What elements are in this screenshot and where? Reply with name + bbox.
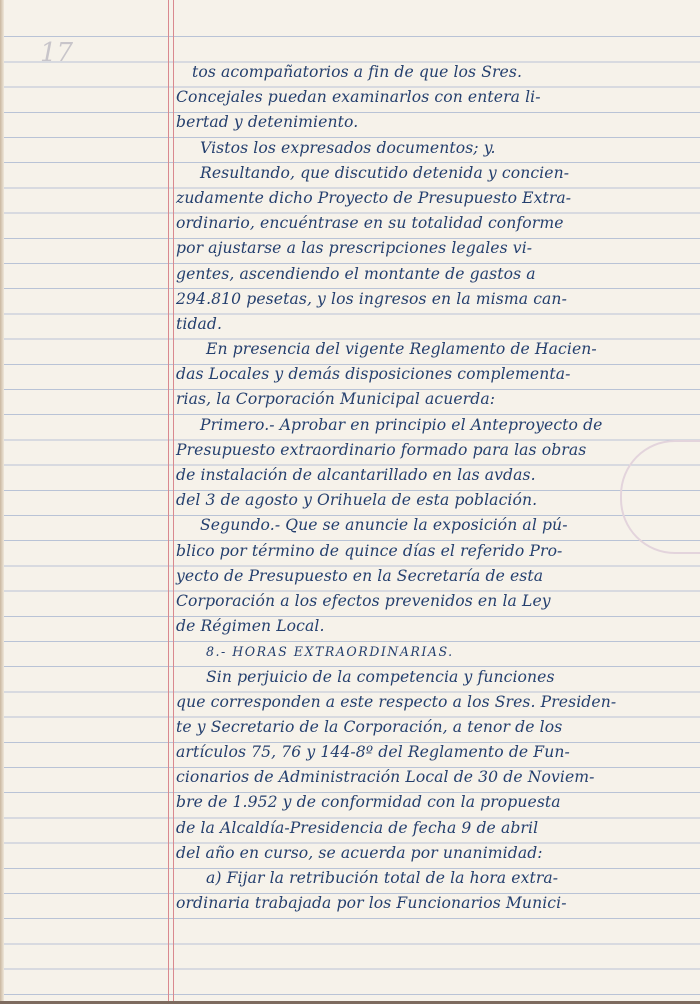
text-line: gentes, ascendiendo el montante de gastos a	[176, 264, 536, 283]
text-line: Segundo.- Que se anuncie la exposición al pú-	[200, 516, 568, 535]
text-line: 8.- HORAS EXTRAORDINARIAS.	[206, 644, 454, 660]
text-line: das Locales y demás disposiciones complementa-	[176, 365, 571, 384]
text-line: cionarios de Administración Local de 30 de Noviem-	[176, 768, 595, 787]
text-line: por ajustarse a las prescripciones legales vi-	[176, 239, 533, 258]
text-line: rias, la Corporación Municipal acuerda:	[176, 390, 496, 409]
text-line: de instalación de alcantarillado en las avdas.	[176, 466, 536, 484]
margin-rule-outer	[168, 0, 169, 1004]
text-line: 294.810 pesetas, y los ingresos en la misma can-	[176, 289, 567, 308]
text-line: Vistos los expresados documentos; y.	[200, 138, 496, 157]
text-line: que corresponden a este respecto a los Sres. Presiden-	[176, 692, 617, 711]
text-line: bertad y detenimiento.	[176, 113, 359, 132]
text-line: del 3 de agosto y Orihuela de esta población.	[176, 491, 538, 510]
text-line: del año en curso, se acuerda por unanimidad:	[176, 843, 543, 862]
text-line: bre de 1.952 y de conformidad con la propuesta	[176, 793, 561, 812]
text-line: ordinaria trabajada por los Funcionarios Munici-	[176, 894, 567, 913]
text-line: te y Secretario de la Corporación, a tenor de los	[176, 717, 563, 736]
handwritten-text-block	[176, 60, 666, 916]
text-line: blico por término de quince días el referido Pro-	[176, 541, 563, 560]
text-line: zudamente dicho Proyecto de Presupuesto Extra-	[176, 188, 572, 207]
text-line: Resultando, que discutido detenida y concien-	[200, 163, 570, 182]
text-line: Concejales puedan examinarlos con entera li-	[176, 88, 541, 107]
text-line: a) Fijar la retribución total de la hora extra-	[206, 869, 559, 887]
page-number: 17	[40, 38, 74, 68]
page-left-edge	[0, 0, 4, 1004]
text-line: Primero.- Aprobar en principio el Anteproyecto de	[200, 415, 603, 434]
text-line: de Régimen Local.	[176, 617, 325, 636]
text-line: yecto de Presupuesto en la Secretaría de esta	[176, 566, 544, 585]
text-line: tidad.	[176, 314, 223, 333]
text-line: ordinario, encuéntrase en su totalidad conforme	[176, 214, 564, 233]
text-line: artículos 75, 76 y 144-8º del Reglamento de Fun-	[176, 743, 570, 762]
text-line: En presencia del vigente Reglamento de Hacien-	[206, 340, 597, 359]
margin-rule-inner	[173, 0, 174, 1004]
text-line: de la Alcaldía-Presidencia de fecha 9 de abril	[176, 818, 539, 837]
text-line: Corporación a los efectos prevenidos en la Ley	[176, 591, 551, 610]
text-line: Presupuesto extraordinario formado para las obras	[176, 440, 587, 459]
text-line: tos acompañatorios a fin de que los Sres.	[192, 63, 523, 81]
text-line: Sin perjuicio de la competencia y funciones	[206, 667, 555, 686]
